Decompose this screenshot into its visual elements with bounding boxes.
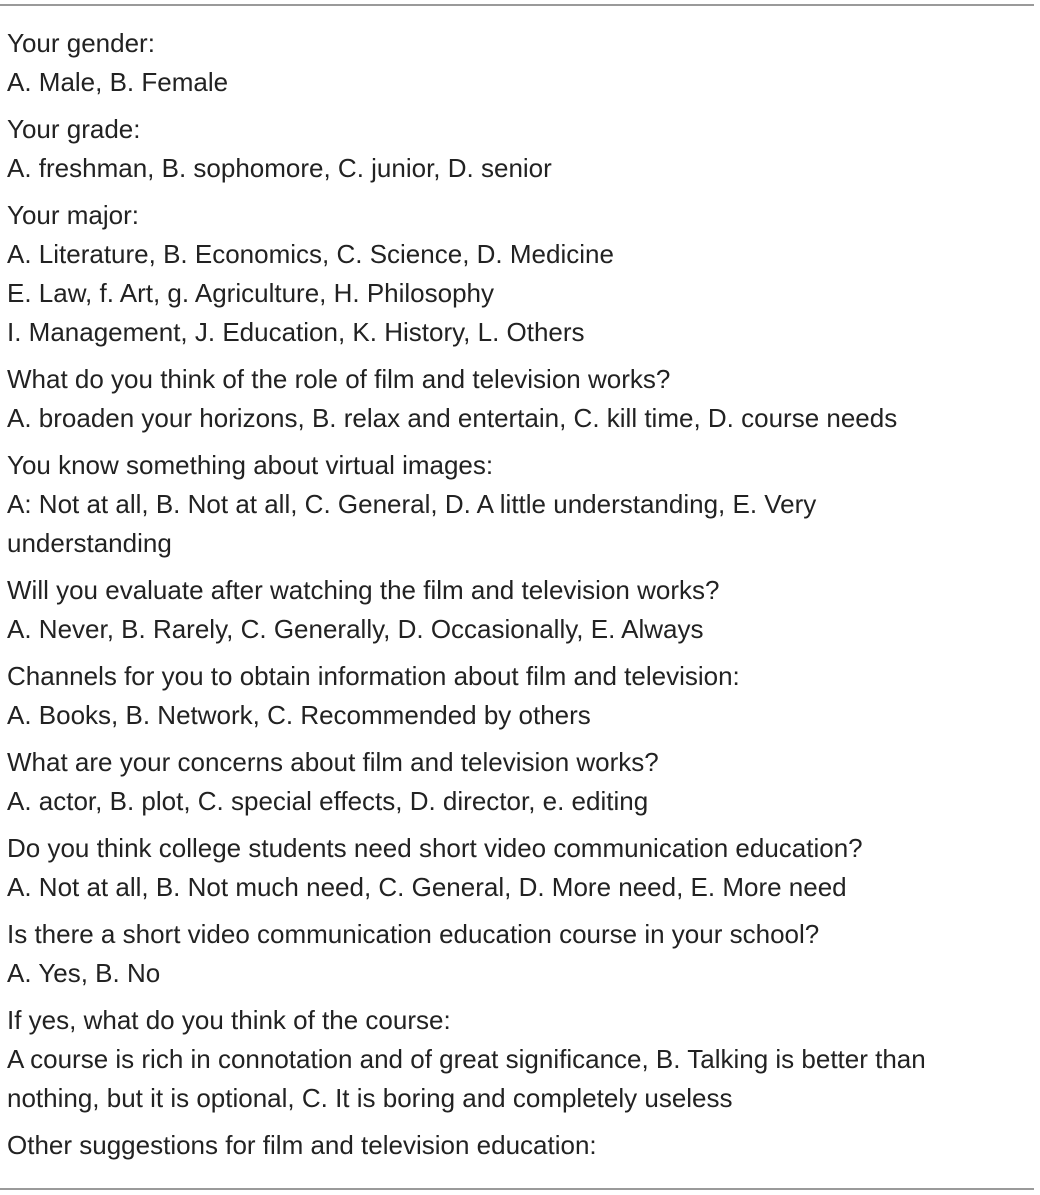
question-text: Will you evaluate after watching the film and television works? xyxy=(7,575,720,605)
question-major xyxy=(7,196,1007,352)
answer-options: A: Not at all, B. Not at all, C. General, D. A little understanding, E. Very understanding xyxy=(7,489,817,558)
answer-options: E. Law, f. Art, g. Agriculture, H. Philosophy xyxy=(7,278,495,308)
question-text: Channels for you to obtain information about film and television: xyxy=(7,661,740,691)
question-virtual-images xyxy=(7,446,1007,563)
question-evaluate xyxy=(7,571,1007,649)
answer-options: A. Yes, B. No xyxy=(7,958,161,988)
table-bottom-rule xyxy=(0,1188,1034,1190)
question-need-education xyxy=(7,829,1007,907)
answer-options: A. freshman, B. sophomore, C. junior, D. senior xyxy=(7,153,552,183)
question-text: Do you think college students need short video communication education? xyxy=(7,833,863,863)
question-course-opinion xyxy=(7,1001,1007,1118)
question-text: What do you think of the role of film and television works? xyxy=(7,364,671,394)
question-course-exists xyxy=(7,915,1007,993)
table-top-rule xyxy=(0,4,1034,6)
question-text: Is there a short video communication education course in your school? xyxy=(7,919,820,949)
question-text: Your major: xyxy=(7,200,139,230)
question-text: You know something about virtual images: xyxy=(7,450,494,480)
question-grade xyxy=(7,110,1007,188)
question-text: If yes, what do you think of the course: xyxy=(7,1005,451,1035)
question-text: Your gender: xyxy=(7,28,155,58)
answer-options: A. actor, B. plot, C. special effects, D. director, e. editing xyxy=(7,786,649,816)
answer-options: A. Not at all, B. Not much need, C. General, D. More need, E. More need xyxy=(7,872,847,902)
question-channels xyxy=(7,657,1007,735)
question-gender xyxy=(7,24,1007,102)
answer-options: A. Male, B. Female xyxy=(7,67,229,97)
question-text: Your grade: xyxy=(7,114,141,144)
answer-options: A. Books, B. Network, C. Recommended by others xyxy=(7,700,591,730)
answer-options: I. Management, J. Education, K. History, L. Others xyxy=(7,317,585,347)
question-other-suggestions xyxy=(7,1126,1007,1165)
question-text: Other suggestions for film and television education: xyxy=(7,1130,597,1160)
questionnaire-table xyxy=(7,24,1007,1173)
question-concerns xyxy=(7,743,1007,821)
question-text: What are your concerns about film and television works? xyxy=(7,747,659,777)
question-role-of-film xyxy=(7,360,1007,438)
answer-options: A. Never, B. Rarely, C. Generally, D. Occasionally, E. Always xyxy=(7,614,704,644)
answer-options: A. broaden your horizons, B. relax and entertain, C. kill time, D. course needs xyxy=(7,403,898,433)
answer-options: A course is rich in connotation and of great significance, B. Talking is better than nothing, but it is optional, C. It is boring and completely useless xyxy=(7,1044,926,1113)
answer-options: A. Literature, B. Economics, C. Science, D. Medicine xyxy=(7,239,614,269)
